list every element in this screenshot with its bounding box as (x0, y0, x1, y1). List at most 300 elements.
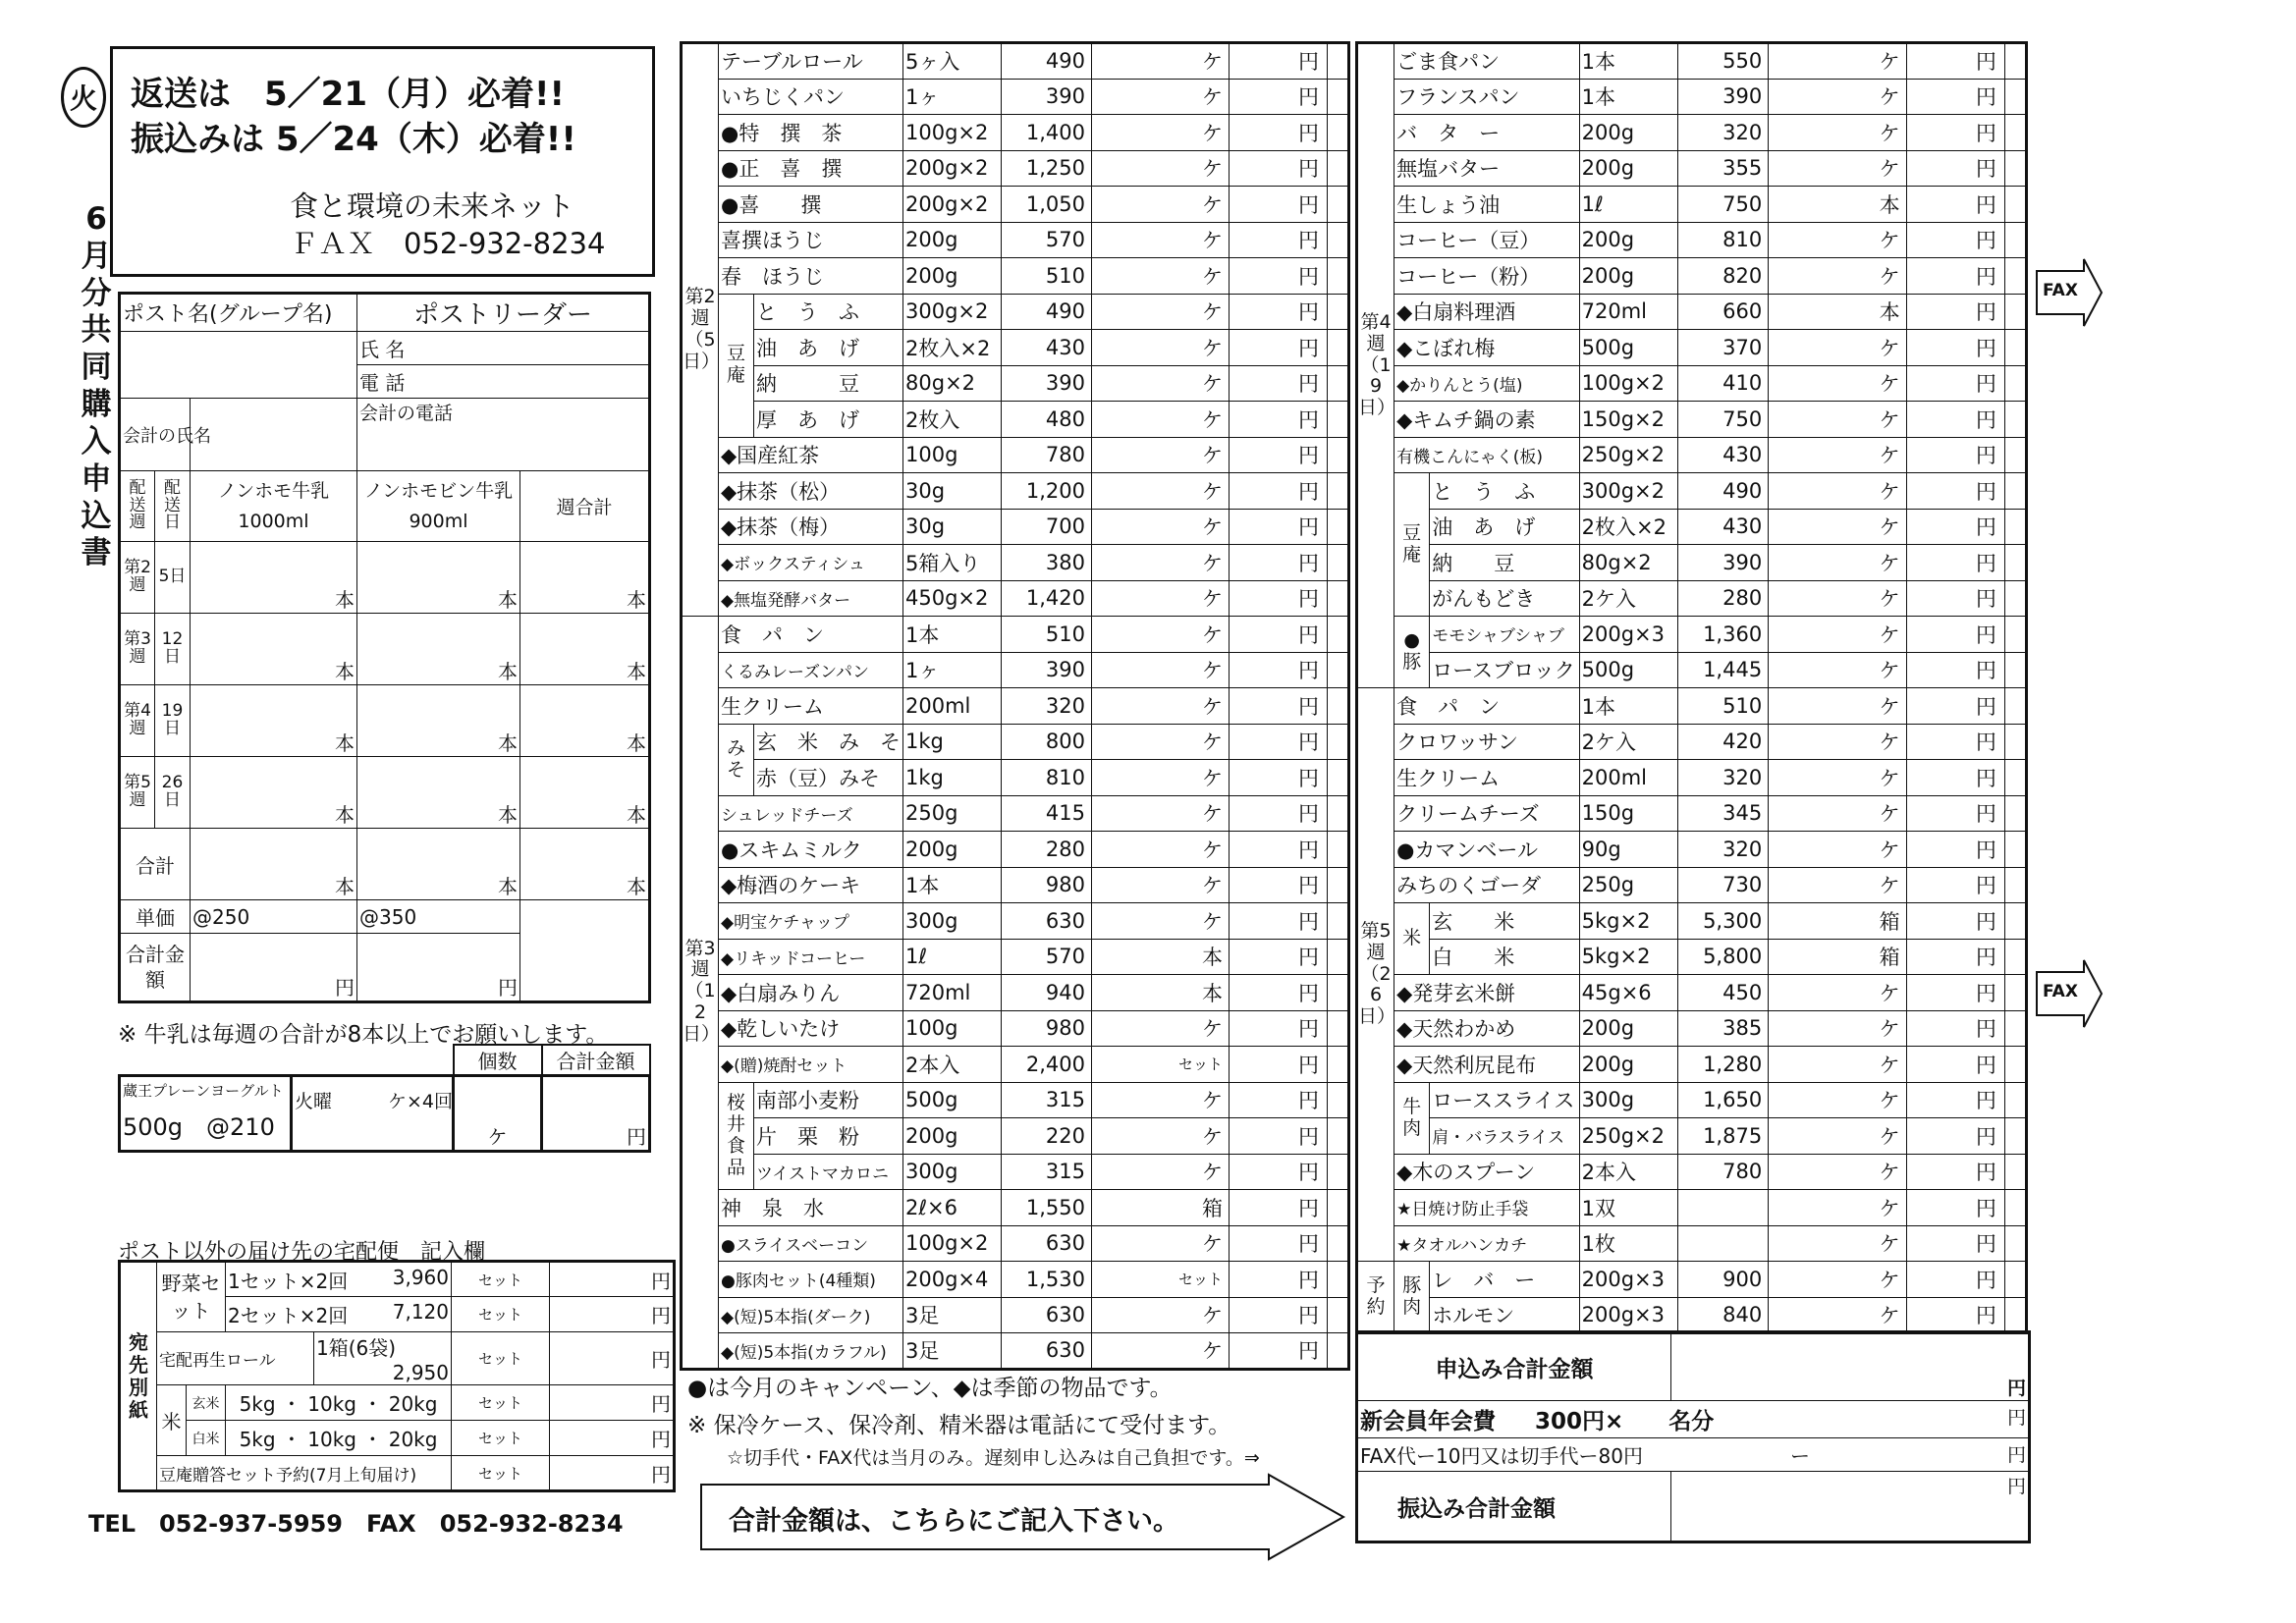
quantity-field[interactable]: ケ (1769, 115, 1906, 151)
milk1-amount-field[interactable]: 円 (191, 934, 357, 1002)
amount-field[interactable]: 円 (1230, 1047, 1328, 1083)
roll-price: 2,950 (392, 1361, 450, 1384)
quantity-field[interactable]: 本 (1769, 294, 1906, 330)
amount-field[interactable]: 円 (1230, 365, 1328, 402)
treasurer-name-field[interactable] (191, 399, 357, 471)
order-row (1357, 437, 2027, 473)
amount-field[interactable]: 円 (1230, 1262, 1328, 1298)
quantity-field[interactable]: ケ (1092, 760, 1230, 796)
quantity-field[interactable]: ケ (1092, 688, 1230, 725)
amount-field[interactable]: 円 (1230, 832, 1328, 868)
product-price: 940 (1002, 975, 1092, 1011)
product-size: 200g×3 (1579, 617, 1677, 653)
totals-table (1355, 1330, 2031, 1543)
blank-cell (2004, 473, 2026, 510)
product-price: 490 (1002, 43, 1092, 80)
quantity-field[interactable]: ケ (1092, 1118, 1230, 1155)
amount-field[interactable]: 円 (1230, 1082, 1328, 1118)
amount-field[interactable]: 円 (1906, 1154, 2004, 1190)
quantity-field[interactable]: ケ (1092, 652, 1230, 688)
quantity-field[interactable]: ケ (1769, 795, 1906, 832)
blank-cell (1328, 79, 1349, 115)
transfer-total-label: 振込み合計金額 (1357, 1472, 1671, 1542)
product-price: 1,360 (1677, 617, 1768, 653)
amount-field[interactable]: 円 (1906, 402, 2004, 438)
quantity-field[interactable]: ケ (1769, 1297, 1906, 1333)
amount-field[interactable]: 円 (1906, 222, 2004, 258)
product-price: 490 (1677, 473, 1768, 510)
quantity-field[interactable]: ケ (1092, 222, 1230, 258)
quantity-field[interactable]: ケ (1092, 258, 1230, 295)
order-column-left (680, 41, 1350, 1371)
veg2-price: 7,120 (392, 1300, 450, 1324)
milk1-qty-field[interactable]: 本 (191, 685, 357, 757)
amount-field[interactable]: 円 (1230, 330, 1328, 366)
quantity-field[interactable]: 本 (1769, 187, 1906, 223)
product-size: 720ml (903, 975, 1002, 1011)
product-size: 2ケ入 (1579, 580, 1677, 617)
quantity-field[interactable]: ケ (1092, 509, 1230, 545)
milk1-header (191, 471, 357, 542)
quantity-field[interactable]: ケ (1092, 867, 1230, 903)
product-name: 油 あ げ (754, 330, 903, 366)
milk1-total-field[interactable]: 本 (191, 829, 357, 900)
amount-field[interactable]: 円 (1906, 509, 2004, 545)
amount-field[interactable]: 円 (1230, 79, 1328, 115)
amount-field[interactable]: 円 (1230, 473, 1328, 510)
week-side-label: 予約 (1357, 1262, 1394, 1333)
grand-total-field[interactable]: 本 (520, 829, 650, 900)
milk1-qty-field[interactable]: 本 (191, 542, 357, 614)
quantity-field[interactable]: ケ (1769, 402, 1906, 438)
amount-field[interactable]: 円 (1230, 903, 1328, 940)
weekly-total-field[interactable]: 本 (520, 757, 650, 829)
quantity-field[interactable]: ケ (1092, 1010, 1230, 1047)
amount-field[interactable]: 円 (1230, 1225, 1328, 1262)
product-price: 320 (1002, 688, 1092, 725)
amount-field[interactable]: 円 (1230, 1154, 1328, 1190)
product-name: ◆キムチ鍋の素 (1394, 402, 1580, 438)
amount-field[interactable]: 円 (1906, 975, 2004, 1011)
roll-amount[interactable]: 円 (550, 1332, 675, 1385)
quantity-field[interactable]: ケ (1769, 509, 1906, 545)
blank-cell (2004, 688, 2026, 725)
order-row (1357, 724, 2027, 760)
amount-field[interactable]: 円 (1230, 939, 1328, 975)
blank-cell (1328, 437, 1349, 473)
amount-field[interactable]: 円 (1906, 365, 2004, 402)
product-name: 生クリーム (719, 688, 903, 725)
weekly-total-field[interactable]: 本 (520, 685, 650, 757)
product-price: 355 (1677, 150, 1768, 187)
quantity-field[interactable]: ケ (1092, 294, 1230, 330)
product-price: 390 (1677, 79, 1768, 115)
tofu-gift-label: 豆庵贈答セット予約(7月上旬届け) (157, 1456, 452, 1491)
amount-field[interactable]: 円 (1906, 580, 2004, 617)
amount-field[interactable]: 円 (1906, 1262, 2004, 1298)
quantity-field[interactable]: ケ (1769, 437, 1906, 473)
order-total-field[interactable]: 円 (1671, 1332, 2030, 1401)
veg2-amount[interactable]: 円 (550, 1297, 675, 1332)
order-row (1357, 867, 2027, 903)
blank-cell (1328, 294, 1349, 330)
order-total-label: 申込み合計金額 (1357, 1332, 1671, 1401)
order-row (682, 1010, 1349, 1047)
quantity-field[interactable]: ケ (1092, 1297, 1230, 1333)
amount-field[interactable]: 円 (1230, 1118, 1328, 1155)
quantity-field[interactable]: ケ (1769, 43, 1906, 80)
amount-field[interactable]: 円 (1230, 1010, 1328, 1047)
quantity-field[interactable]: ケ (1769, 975, 1906, 1011)
amount-field[interactable]: 円 (1230, 867, 1328, 903)
product-name: と う ふ (754, 294, 903, 330)
quantity-field[interactable]: ケ (1769, 867, 1906, 903)
quantity-field[interactable]: 箱 (1769, 903, 1906, 940)
quantity-field[interactable]: ケ (1769, 580, 1906, 617)
quantity-field[interactable]: ケ (1092, 365, 1230, 402)
quantity-field[interactable]: ケ (1092, 724, 1230, 760)
milk2-total-field[interactable]: 本 (357, 829, 520, 900)
product-size: 500g (1579, 330, 1677, 366)
amount-field[interactable]: 円 (1230, 724, 1328, 760)
transfer-deadline: 振込みは 5／24（木）必着!! (131, 120, 576, 159)
product-price: 1,445 (1677, 652, 1768, 688)
brown-rice-options[interactable]: 5kg ・ 10kg ・ 20kg (226, 1385, 452, 1421)
milk2-qty-field[interactable]: 本 (357, 542, 520, 614)
amount-field[interactable]: 円 (1906, 115, 2004, 151)
order-row (682, 1225, 1349, 1262)
amount-field[interactable]: 円 (1230, 652, 1328, 688)
amount-field[interactable]: 円 (1230, 1190, 1328, 1226)
post-name-field[interactable] (120, 332, 357, 399)
amount-field[interactable]: 円 (1230, 43, 1328, 80)
amount-field[interactable]: 円 (1906, 652, 2004, 688)
product-size: 300g×2 (903, 294, 1002, 330)
product-price: 1,875 (1677, 1118, 1768, 1155)
blank-cell (2004, 509, 2026, 545)
amount-field[interactable]: 円 (1230, 258, 1328, 295)
product-size: 300g×2 (1579, 473, 1677, 510)
total-arrow (699, 1473, 1347, 1561)
fax-fee-row (1357, 1438, 2030, 1472)
order-row (1357, 509, 2027, 545)
amount-field[interactable]: 円 (1906, 1118, 2004, 1155)
amount-field[interactable]: 円 (1230, 760, 1328, 796)
roll-set-unit: セット (452, 1332, 550, 1385)
order-row (682, 617, 1349, 653)
quantity-field[interactable]: ケ (1092, 580, 1230, 617)
quantity-field[interactable]: ケ (1092, 1082, 1230, 1118)
deadline-notice (110, 46, 655, 277)
product-price: 480 (1002, 402, 1092, 438)
amount-field[interactable]: 円 (1230, 509, 1328, 545)
amount-field[interactable]: 円 (1906, 258, 2004, 295)
amount-field[interactable]: 円 (1906, 437, 2004, 473)
quantity-field[interactable]: ケ (1769, 1010, 1906, 1047)
amount-field[interactable]: 円 (1906, 43, 2004, 80)
blank-cell (2004, 903, 2026, 940)
product-name: ◆リキッドコーヒー (719, 939, 903, 975)
new-member-yen[interactable]: 円 (2006, 1407, 2026, 1429)
product-name: ◆かりんとう(塩) (1394, 365, 1580, 402)
blank-cell (1328, 545, 1349, 581)
col-week-label: 配送週 (120, 471, 155, 542)
product-price: 390 (1002, 79, 1092, 115)
blank-cell (2004, 1225, 2026, 1262)
product-name: ◆乾しいたけ (719, 1010, 903, 1047)
amount-field[interactable]: 円 (1906, 867, 2004, 903)
quantity-field[interactable]: セット (1092, 1262, 1230, 1298)
order-row (1357, 939, 2027, 975)
quantity-field[interactable]: ケ (1092, 150, 1230, 187)
amount-field[interactable]: 円 (1906, 1082, 2004, 1118)
amount-field[interactable]: 円 (1906, 473, 2004, 510)
product-price: 430 (1677, 437, 1768, 473)
fax-fee-yen[interactable]: 円 (2006, 1444, 2026, 1466)
brown-amount[interactable]: 円 (550, 1385, 675, 1421)
product-price: 810 (1677, 222, 1768, 258)
org-info (290, 189, 605, 262)
treasurer-phone-field[interactable]: 会計の電話 (357, 399, 650, 471)
product-size: 1kg (903, 760, 1002, 796)
amount-field[interactable]: 円 (1906, 79, 2004, 115)
blank-cell (2004, 258, 2026, 295)
blank-cell (1328, 580, 1349, 617)
amount-field[interactable]: 円 (1906, 545, 2004, 581)
quantity-field[interactable]: ケ (1769, 365, 1906, 402)
quantity-field[interactable]: ケ (1769, 1082, 1906, 1118)
day-label: 26日 (155, 757, 191, 829)
blank-cell (2004, 115, 2026, 151)
quantity-field[interactable]: ケ (1769, 760, 1906, 796)
delivery-heading: ポスト以外の届け先の宅配便 記入欄 (118, 1240, 486, 1265)
blank-cell (1328, 1262, 1349, 1298)
product-price: 630 (1002, 1297, 1092, 1333)
order-row (1357, 617, 2027, 653)
product-name: 赤（豆）みそ (754, 760, 903, 796)
tofu-gift-amount[interactable]: 円 (550, 1456, 675, 1491)
product-price: 980 (1002, 867, 1092, 903)
blank-cell (2004, 437, 2026, 473)
quantity-field[interactable]: ケ (1769, 545, 1906, 581)
product-size: 200g (903, 222, 1002, 258)
col-day-label: 配送日 (155, 471, 191, 542)
amount-field[interactable]: 円 (1906, 617, 2004, 653)
quantity-field[interactable]: 箱 (1092, 1190, 1230, 1226)
milk2-amount-field[interactable]: 円 (357, 934, 520, 1002)
product-price: 220 (1002, 1118, 1092, 1155)
quantity-field[interactable]: ケ (1092, 115, 1230, 151)
amount-field[interactable]: 円 (1230, 402, 1328, 438)
quantity-field[interactable]: 箱 (1769, 939, 1906, 975)
amount-field[interactable]: 円 (1230, 294, 1328, 330)
quantity-field[interactable]: ケ (1092, 402, 1230, 438)
quantity-field[interactable]: ケ (1769, 258, 1906, 295)
order-row (682, 402, 1349, 438)
order-row (1357, 545, 2027, 581)
quantity-field[interactable]: ケ (1769, 79, 1906, 115)
product-price: 1,400 (1002, 115, 1092, 151)
quantity-field[interactable]: ケ (1769, 1154, 1906, 1190)
yogurt-schedule: 火曜 ケ×4回 (292, 1076, 454, 1152)
amount-field[interactable]: 円 (1230, 222, 1328, 258)
quantity-field[interactable]: ケ (1092, 545, 1230, 581)
product-size: 200g (1579, 115, 1677, 151)
amount-field[interactable]: 円 (1906, 832, 2004, 868)
leader-name-field[interactable]: 氏 名 (357, 332, 650, 365)
quantity-field[interactable]: ケ (1769, 1262, 1906, 1298)
blank-cell (2004, 43, 2026, 80)
product-size: 200ml (903, 688, 1002, 725)
leader-phone-field[interactable]: 電 話 (357, 365, 650, 399)
sub-group-label: 豚肉 (1394, 1262, 1430, 1333)
quantity-field[interactable]: ケ (1769, 222, 1906, 258)
amount-field[interactable]: 円 (1906, 1010, 2004, 1047)
product-name: シュレッドチーズ (719, 795, 903, 832)
amount-field[interactable]: 円 (1906, 150, 2004, 187)
quantity-field[interactable]: ケ (1092, 187, 1230, 223)
milk1-qty-field[interactable]: 本 (191, 757, 357, 829)
product-name: テーブルロール (719, 43, 903, 80)
milk2-qty-field[interactable]: 本 (357, 685, 520, 757)
amount-field[interactable]: 円 (1906, 1225, 2004, 1262)
blank-cell (1328, 617, 1349, 653)
amount-field[interactable]: 円 (1906, 1297, 2004, 1333)
unit-price-label: 単価 (120, 900, 191, 934)
amount-field[interactable]: 円 (1906, 903, 2004, 940)
quantity-field[interactable]: ケ (1769, 724, 1906, 760)
quantity-field[interactable]: ケ (1769, 330, 1906, 366)
amount-field[interactable]: 円 (1906, 187, 2004, 223)
milk-week-row (120, 614, 650, 685)
amount-field[interactable]: 円 (1230, 617, 1328, 653)
veg1-amount[interactable]: 円 (550, 1262, 675, 1297)
amount-field[interactable]: 円 (1906, 724, 2004, 760)
quantity-field[interactable]: ケ (1092, 1225, 1230, 1262)
form-title: 6月分共同購入申込書 (81, 201, 112, 571)
weekly-total-field[interactable]: 本 (520, 614, 650, 685)
product-name: ◆抹茶（梅） (719, 509, 903, 545)
post-name-label: ポスト名(グループ名) (120, 294, 357, 332)
quantity-field[interactable]: 本 (1092, 975, 1230, 1011)
yogurt-table (118, 1044, 651, 1153)
amount-field[interactable]: 円 (1230, 150, 1328, 187)
order-row (682, 1262, 1349, 1298)
product-price: 510 (1002, 617, 1092, 653)
amount-field[interactable]: 円 (1230, 580, 1328, 617)
quantity-field[interactable]: ケ (1092, 1154, 1230, 1190)
yogurt-amount-field[interactable]: 円 (542, 1076, 650, 1152)
product-price: 320 (1677, 832, 1768, 868)
product-name: ◆抹茶（松） (719, 473, 903, 510)
quantity-field[interactable]: ケ (1769, 1047, 1906, 1083)
product-name: ◆白扇みりん (719, 975, 903, 1011)
amount-field[interactable]: 円 (1906, 1047, 2004, 1083)
quantity-field[interactable]: ケ (1769, 617, 1906, 653)
quantity-field[interactable]: セット (1092, 1047, 1230, 1083)
quantity-field[interactable]: ケ (1769, 652, 1906, 688)
order-row (1357, 473, 2027, 510)
product-name: コーヒー（粉） (1394, 258, 1580, 295)
amount-field[interactable]: 円 (1230, 1297, 1328, 1333)
order-row (1357, 43, 2027, 80)
product-name: ●特 撰 茶 (719, 115, 903, 151)
order-row (1357, 150, 2027, 187)
amount-field[interactable]: 円 (1230, 545, 1328, 581)
quantity-field[interactable]: ケ (1092, 832, 1230, 868)
quantity-field[interactable]: ケ (1769, 688, 1906, 725)
amount-field[interactable]: 円 (1906, 330, 2004, 366)
weekly-total-field[interactable]: 本 (520, 542, 650, 614)
product-name: ●豚肉セット(4種類) (719, 1262, 903, 1298)
order-row (1357, 330, 2027, 366)
white-rice-options[interactable]: 5kg ・ 10kg ・ 20kg (226, 1421, 452, 1456)
quantity-field[interactable]: ケ (1092, 795, 1230, 832)
amount-field[interactable]: 円 (1230, 437, 1328, 473)
amount-field[interactable]: 円 (1906, 688, 2004, 725)
amount-field[interactable]: 円 (1230, 187, 1328, 223)
order-row (1357, 832, 2027, 868)
order-row (1357, 1010, 2027, 1047)
quantity-field[interactable]: ケ (1092, 79, 1230, 115)
quantity-field[interactable]: ケ (1092, 903, 1230, 940)
product-size: 2本入 (903, 1047, 1002, 1083)
order-row (682, 1154, 1349, 1190)
transfer-total-field[interactable]: 円 (1671, 1472, 2030, 1542)
quantity-field[interactable]: ケ (1769, 1225, 1906, 1262)
amount-field[interactable]: 円 (1230, 115, 1328, 151)
amount-field[interactable]: 円 (1906, 760, 2004, 796)
quantity-field[interactable]: ケ (1769, 473, 1906, 510)
amount-field[interactable]: 円 (1230, 688, 1328, 725)
order-row (1357, 1190, 2027, 1226)
quantity-field[interactable]: ケ (1769, 832, 1906, 868)
veg1-set-unit: セット (452, 1262, 550, 1297)
milk1-qty-field[interactable]: 本 (191, 614, 357, 685)
quantity-field[interactable]: ケ (1769, 1118, 1906, 1155)
product-size: 1ℓ (903, 939, 1002, 975)
product-price: 820 (1677, 258, 1768, 295)
amount-field[interactable]: 円 (1906, 795, 2004, 832)
quantity-field[interactable]: ケ (1769, 150, 1906, 187)
sub-group-label: 豆庵 (719, 294, 754, 437)
milk2-qty-field[interactable]: 本 (357, 614, 520, 685)
amount-field[interactable]: 円 (1906, 294, 2004, 330)
product-size: 80g×2 (903, 365, 1002, 402)
quantity-field[interactable]: ケ (1092, 1333, 1230, 1370)
quantity-field[interactable]: ケ (1092, 473, 1230, 510)
quantity-field[interactable]: ケ (1092, 330, 1230, 366)
quantity-field[interactable]: ケ (1092, 437, 1230, 473)
milk2-qty-field[interactable]: 本 (357, 757, 520, 829)
amount-field[interactable]: 円 (1230, 795, 1328, 832)
amount-field[interactable]: 円 (1230, 1333, 1328, 1370)
amount-field[interactable]: 円 (1906, 939, 2004, 975)
white-amount[interactable]: 円 (550, 1421, 675, 1456)
product-size: 200g×2 (903, 150, 1002, 187)
amount-field[interactable]: 円 (1230, 975, 1328, 1011)
quantity-field[interactable]: ケ (1092, 617, 1230, 653)
tofu-gift-set-unit: セット (452, 1456, 550, 1491)
quantity-field[interactable]: ケ (1092, 43, 1230, 80)
quantity-field[interactable]: 本 (1092, 939, 1230, 975)
yogurt-count-field[interactable]: ケ (454, 1076, 542, 1152)
amount-field[interactable]: 円 (1906, 1190, 2004, 1226)
quantity-field[interactable]: ケ (1769, 1190, 1906, 1226)
order-row (1357, 294, 2027, 330)
product-price: 780 (1677, 1154, 1768, 1190)
total-label: 合計 (120, 829, 191, 900)
